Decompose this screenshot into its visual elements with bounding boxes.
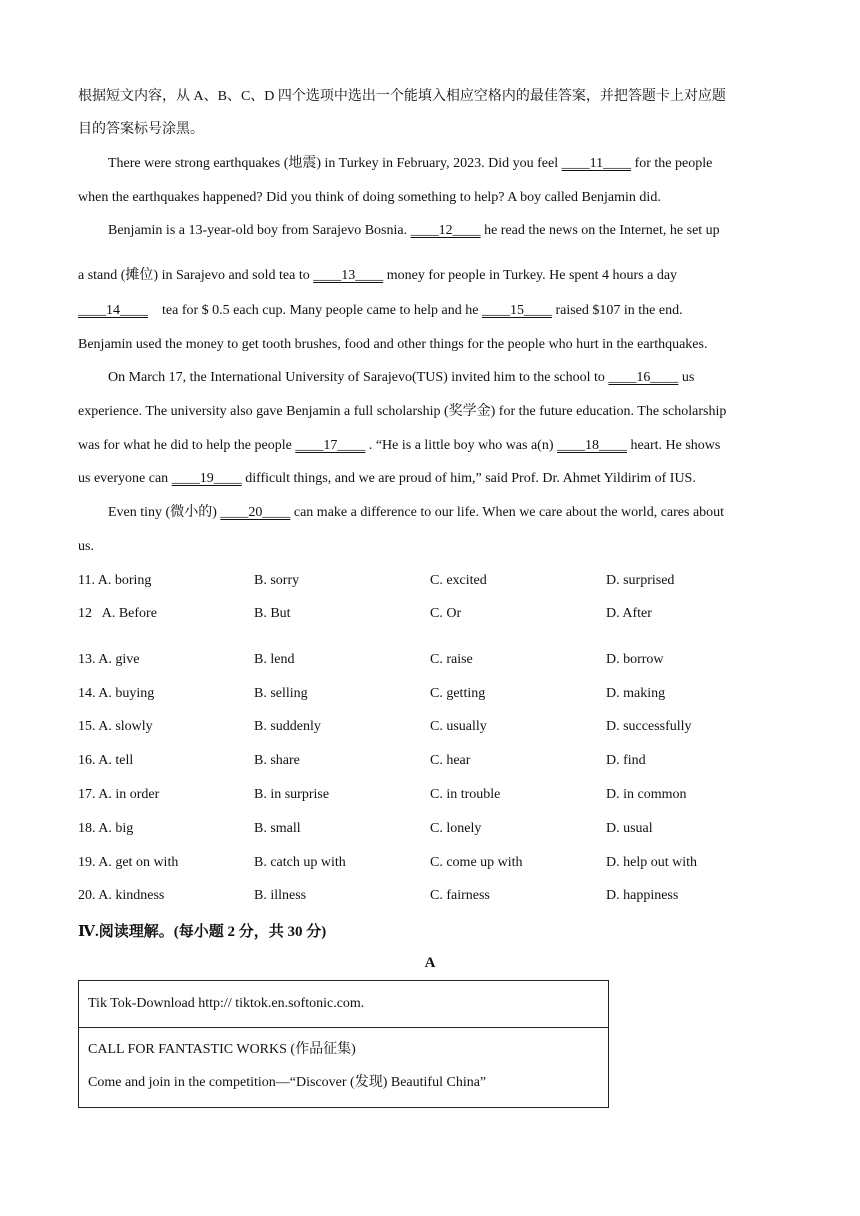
option-d: D. successfully	[606, 719, 692, 734]
option-d: D. in common	[606, 787, 687, 802]
option-d: D. After	[606, 606, 652, 621]
passage-text: he read the news on the Internet, he set up	[480, 223, 720, 238]
option-c: C. raise	[430, 652, 473, 667]
passage-text: raised $107 in the end.	[551, 303, 683, 318]
option-b: B. illness	[254, 888, 307, 903]
passage-line	[78, 436, 720, 456]
passage-line	[78, 301, 683, 321]
option-d: D. making	[606, 686, 666, 701]
blank-19: ____19____	[171, 471, 242, 486]
section-heading: Ⅳ.阅读理解。(每小题 2 分，共 30 分)	[78, 924, 327, 940]
passage-line	[108, 368, 694, 388]
passage-line	[108, 154, 712, 174]
option-b: B. in surprise	[254, 787, 330, 802]
option-a: 12 A. Before	[78, 606, 157, 621]
option-a: 11. A. boring	[78, 573, 152, 588]
passage-line: when the earthquakes happened? Did you think of doing something to help? A boy called Benjamin did.	[78, 190, 661, 205]
option-b: B. suddenly	[254, 719, 321, 734]
option-a: 19. A. get on with	[78, 855, 179, 870]
passage-text: Benjamin is a 13-year-old boy from Sarajevo Bosnia.	[108, 223, 411, 238]
passage-text: Even tiny (微小的)	[108, 505, 221, 520]
passage-line: Benjamin used the money to get tooth brushes, food and other things for the people who hurt in the earthquakes.	[78, 337, 708, 352]
download-row: Tik Tok-Download http:// tiktok.en.softonic.com.	[79, 981, 608, 1028]
call-description: Come and join in the competition—“Discover (发现) Beautiful China”	[88, 1075, 487, 1090]
passage-text: for the people	[631, 156, 713, 171]
option-c: C. lonely	[430, 821, 482, 836]
passage-text: . “He is a little boy who was a(n)	[365, 438, 558, 453]
passage-text: There were strong earthquakes (地震) in Turkey in February, 2023. Did you feel	[108, 156, 562, 171]
option-c: C. getting	[430, 686, 486, 701]
passage-text: difficult things, and we are proud of him,” said Prof. Dr. Ahmet Yildirim of IUS.	[241, 471, 696, 486]
passage-label-a: A	[424, 955, 436, 971]
blank-12: ____12____	[410, 223, 481, 238]
passage-text: a stand (摊位) in Sarajevo and sold tea to	[78, 268, 314, 283]
info-box	[78, 980, 609, 1108]
passage-text: can make a difference to our life. When we care about the world, cares about	[290, 505, 725, 520]
instructions-line-1: 根据短文内容，从 A、B、C、D 四个选项中选出一个能填入相应空格内的最佳答案，并把答题卡上对应题	[78, 89, 726, 104]
blank-15: ____15____	[481, 303, 552, 318]
passage-text: tea for $ 0.5 each cup. Many people came to help and he	[148, 303, 482, 318]
option-d: D. help out with	[606, 855, 697, 870]
option-a: 17. A. in order	[78, 787, 160, 802]
passage-text: us	[678, 370, 695, 385]
option-a: 13. A. give	[78, 652, 140, 667]
option-a: 14. A. buying	[78, 686, 155, 701]
passage-text: was for what he did to help the people	[78, 438, 296, 453]
blank-18: ____18____	[557, 438, 628, 453]
passage-line	[108, 503, 724, 523]
option-a: 15. A. slowly	[78, 719, 153, 734]
option-a: 18. A. big	[78, 821, 134, 836]
passage-line	[78, 266, 677, 286]
option-d: D. happiness	[606, 888, 679, 903]
blank-20: ____20____	[220, 505, 291, 520]
option-b: B. But	[254, 606, 291, 621]
blank-11: ____11____	[561, 156, 632, 171]
option-b: B. lend	[254, 652, 295, 667]
option-d: D. borrow	[606, 652, 664, 667]
option-c: C. hear	[430, 753, 471, 768]
option-c: C. usually	[430, 719, 487, 734]
passage-line	[78, 469, 696, 489]
option-d: D. surprised	[606, 573, 675, 588]
option-d: D. find	[606, 753, 646, 768]
option-c: C. Or	[430, 606, 462, 621]
passage-text: heart. He shows	[627, 438, 721, 453]
passage-text: us everyone can	[78, 471, 172, 486]
blank-17: ____17____	[295, 438, 366, 453]
option-b: B. sorry	[254, 573, 300, 588]
option-c: C. in trouble	[430, 787, 501, 802]
call-title: CALL FOR FANTASTIC WORKS (作品征集)	[88, 1042, 356, 1057]
option-b: B. small	[254, 821, 301, 836]
blank-14: ____14____	[78, 303, 148, 318]
option-c: C. come up with	[430, 855, 523, 870]
passage-text: On March 17, the International University of Sarajevo(TUS) invited him to the school to	[108, 370, 609, 385]
blank-13: ____13____	[313, 268, 384, 283]
option-a: 20. A. kindness	[78, 888, 165, 903]
passage-line	[108, 221, 720, 241]
option-b: B. selling	[254, 686, 308, 701]
passage-line: us.	[78, 539, 94, 554]
option-b: B. catch up with	[254, 855, 346, 870]
option-b: B. share	[254, 753, 300, 768]
option-d: D. usual	[606, 821, 653, 836]
passage-line: experience. The university also gave Benjamin a full scholarship (奖学金) for the future education. The scholarship	[78, 404, 727, 419]
option-a: 16. A. tell	[78, 753, 134, 768]
call-for-works-row	[79, 1028, 608, 1107]
option-c: C. fairness	[430, 888, 490, 903]
option-c: C. excited	[430, 573, 487, 588]
instructions-line-2: 目的答案标号涂黑。	[78, 122, 204, 137]
blank-16: ____16____	[608, 370, 679, 385]
passage-text: money for people in Turkey. He spent 4 hours a day	[383, 268, 678, 283]
